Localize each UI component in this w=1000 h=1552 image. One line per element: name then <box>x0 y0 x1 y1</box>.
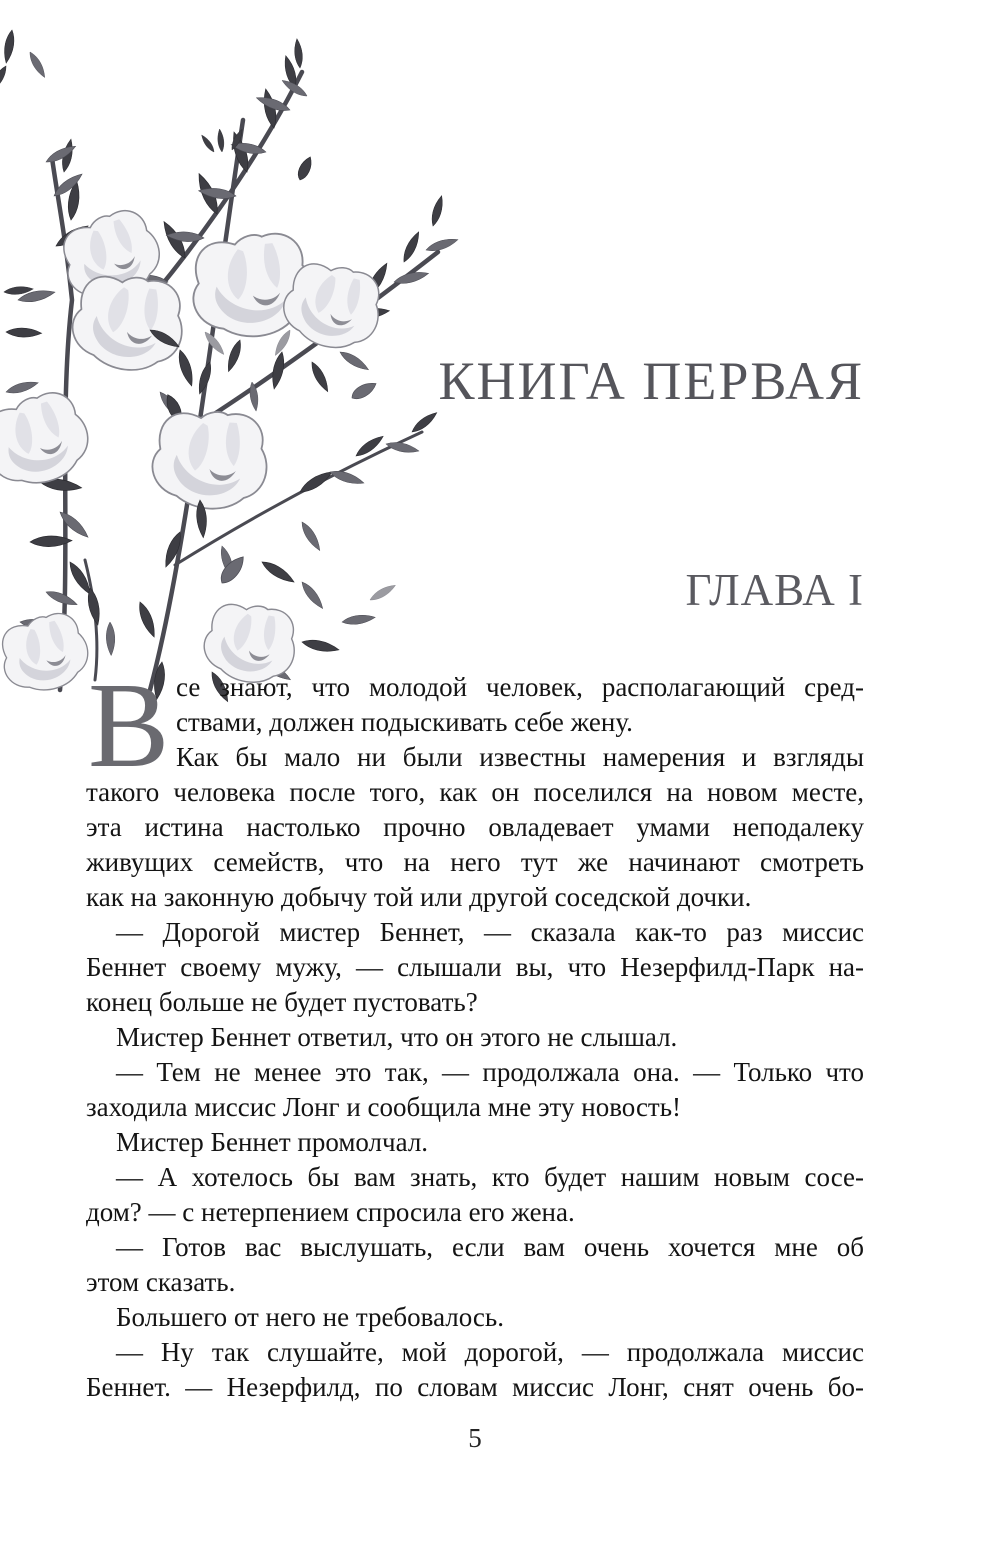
text-line: эта истина настолько прочно овладевает умами неподалеку <box>86 812 864 842</box>
text-line: как на законную добычу той или другой соседской дочки. <box>86 882 752 912</box>
text-line: — Тем не менее это так, — продолжала она. — Только что <box>116 1057 864 1087</box>
page-number: 5 <box>468 1423 482 1453</box>
text-line: Беннет своему мужу, — слышали вы, что Незерфилд-Парк на- <box>86 952 864 982</box>
text-line: Беннет. — Незерфилд, по словам миссис Лонг, снят очень бо- <box>86 1372 864 1402</box>
text-line: — А хотелось бы вам знать, кто будет нашим новым сосе- <box>116 1162 864 1192</box>
text-line: живущих семейств, что на него тут же начинают смотреть <box>86 847 864 877</box>
chapter-title: ГЛАВА I <box>685 565 864 615</box>
text-line: Мистер Беннет ответил, что он этого не слышал. <box>116 1022 678 1052</box>
text-line: конец больше не будет пустовать? <box>86 987 478 1017</box>
book-title: КНИГА ПЕРВАЯ <box>438 351 864 411</box>
text-line: — Дорогой мистер Беннет, — сказала как-то раз миссис <box>116 917 864 947</box>
text-line: се знают, что молодой человек, располагающий сред- <box>176 672 864 702</box>
text-line: этом сказать. <box>86 1267 236 1297</box>
drop-cap: В <box>88 658 170 793</box>
text-line: — Готов вас выслушать, если вам очень хочется мне об <box>116 1232 864 1262</box>
text-line: дом? — с нетерпением спросила его жена. <box>86 1197 575 1227</box>
text-line: такого человека после того, как он поселился на новом месте, <box>86 777 864 807</box>
text-line: Мистер Беннет промолчал. <box>116 1127 429 1157</box>
text-line: Большего от него не требовалось. <box>116 1302 504 1332</box>
text-line: заходила миссис Лонг и сообщила мне эту новость! <box>86 1092 682 1122</box>
body-text <box>86 658 864 1405</box>
text-line: — Ну так слушайте, мой дорогой, — продолжала миссис <box>116 1337 864 1367</box>
text-line: Как бы мало ни были известны намерения и взгляды <box>176 742 864 772</box>
text-line: ствами, должен подыскивать себе жену. <box>176 707 633 737</box>
